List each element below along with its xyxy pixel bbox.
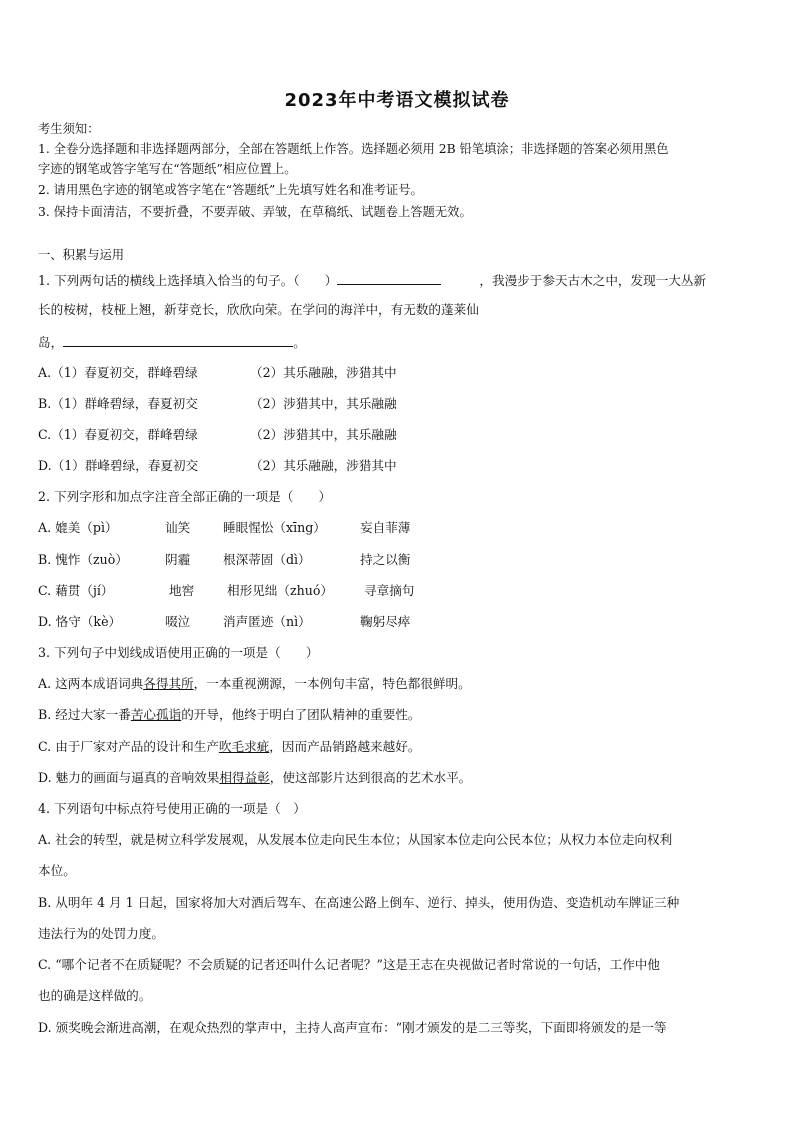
q2-stem: 2. 下列字形和加点字注音全部正确的一项是（ ）: [38, 489, 332, 504]
underlined-idiom: 吹毛求疵: [218, 739, 270, 754]
q2-option-a: A. 媲美（pì） 讪笑 睡眼惺忪（xīng） 妄自菲薄: [38, 520, 411, 535]
section-heading: 一、积累与运用: [38, 248, 125, 262]
notice-item-3: 3. 保持卡面清洁，不要折叠，不要弄破、弄皱，在草稿纸、试题卷上答题无效。: [38, 205, 472, 219]
q3-option-b: B. 经过大家一番苦心孤诣的开导，他终于明白了团队精神的重要性。: [38, 707, 421, 722]
underlined-idiom: 各得其所: [143, 676, 194, 691]
q1-stem-c: 岛，: [38, 335, 64, 350]
underlined-idiom: 苦心孤诣: [130, 707, 182, 722]
q1-stem-a: 1. 下列两句话的横线上选择填入恰当的句子。（ ）: [38, 273, 338, 288]
notice-item-2: 2. 请用黑色字迹的钢笔或答字笔在“答题纸”上先填写姓名和准考证号。: [38, 183, 423, 197]
q1-blank-1: [337, 272, 441, 285]
notice-heading: 考生须知：: [38, 122, 100, 136]
notice-item-1a: 1. 全卷分选择题和非选择题两部分，全部在答题纸上作答。选择题必须用 2B 铅笔填涂；非选择题的答案必须用黑色: [38, 142, 669, 156]
q4-option-c-line-1: C. “哪个记者不在质疑呢？不会质疑的记者还叫什么记者呢？”这是王志在央视做记者时常说的一句话，工作中他: [38, 957, 660, 972]
q1-stem-line-3: [38, 334, 756, 351]
q3-option-d: D. 魅力的画面与逼真的音响效果相得益彰，使这部影片达到很高的艺术水平。: [38, 770, 472, 785]
q1-option-d: D.（1）群峰碧绿，春夏初交 （2）其乐融融，涉猎其中: [38, 458, 397, 473]
q1-stem-b: 长的桉树，枝桠上翘，新芽竞长，欣欣向荣。在学问的海洋中，有无数的蓬莱仙: [38, 302, 479, 317]
q4-option-a-line-2: 本位。: [38, 863, 76, 878]
q3-option-c: C. 由于厂家对产品的设计和生产吹毛求疵，因而产品销路越来越好。: [38, 739, 421, 754]
q4-option-d-line-1: D. 颁奖晚会渐进高潮，在观众热烈的掌声中，主持人高声宣布：“刚才颁发的是二三等奖，下面即将颁发的是一等: [38, 1020, 667, 1035]
q1-stem-a2: ，我漫步于参天古木之中，发现一大丛新: [479, 273, 707, 288]
q2-option-c: C. 藉贯（jí） 地窖 相形见绌（zhuó） 寻章摘句: [38, 583, 415, 598]
underlined-idiom: 相得益彰: [219, 770, 270, 785]
q1-option-b: B.（1）群峰碧绿，春夏初交 （2）涉猎其中，其乐融融: [38, 396, 397, 411]
q4-stem: 4. 下列语句中标点符号使用正确的一项是（ ）: [38, 801, 306, 816]
q4-option-b-line-1: B. 从明年 4 月 1 日起，国家将加大对酒后驾车、在高速公路上倒车、逆行、掉头，使用伪造、变造机动车牌证三种: [38, 895, 680, 910]
q4-option-b-line-2: 违法行为的处罚力度。: [38, 926, 164, 941]
q2-option-d: D. 恪守（kè） 啜泣 消声匿迹（nì） 鞠躬尽瘁: [38, 614, 411, 629]
q1-blank-2: [63, 334, 293, 347]
q1-option-c: C.（1）春夏初交，群峰碧绿 （2）涉猎其中，其乐融融: [38, 427, 397, 442]
q3-option-a: A. 这两本成语词典各得其所，一本重视溯源，一本例句丰富，特色都很鲜明。: [38, 676, 471, 691]
q4-option-a-line-1: A. 社会的转型，就是树立科学发展观，从发展本位走向民生本位；从国家本位走向公民本位；从权力本位走向权利: [38, 832, 673, 847]
q2-option-b: B. 愧怍（zuò） 阴霾 根深蒂固（dì） 持之以衡: [38, 552, 411, 567]
q3-stem: 3. 下列句子中划线成语使用正确的一项是（ ）: [38, 645, 319, 660]
notice-item-1b: 字迹的钢笔或答字笔写在“答题纸”相应位置上。: [38, 162, 297, 176]
q1-option-a: A.（1）春夏初交，群峰碧绿 （2）其乐融融，涉猎其中: [38, 365, 397, 380]
page-title: 2023年中考语文模拟试卷: [284, 90, 510, 111]
q1-stem-line-1: [38, 272, 756, 289]
q4-option-c-line-2: 也的确是这样做的。: [38, 988, 152, 1003]
q1-stem-c2: 。: [293, 335, 306, 350]
